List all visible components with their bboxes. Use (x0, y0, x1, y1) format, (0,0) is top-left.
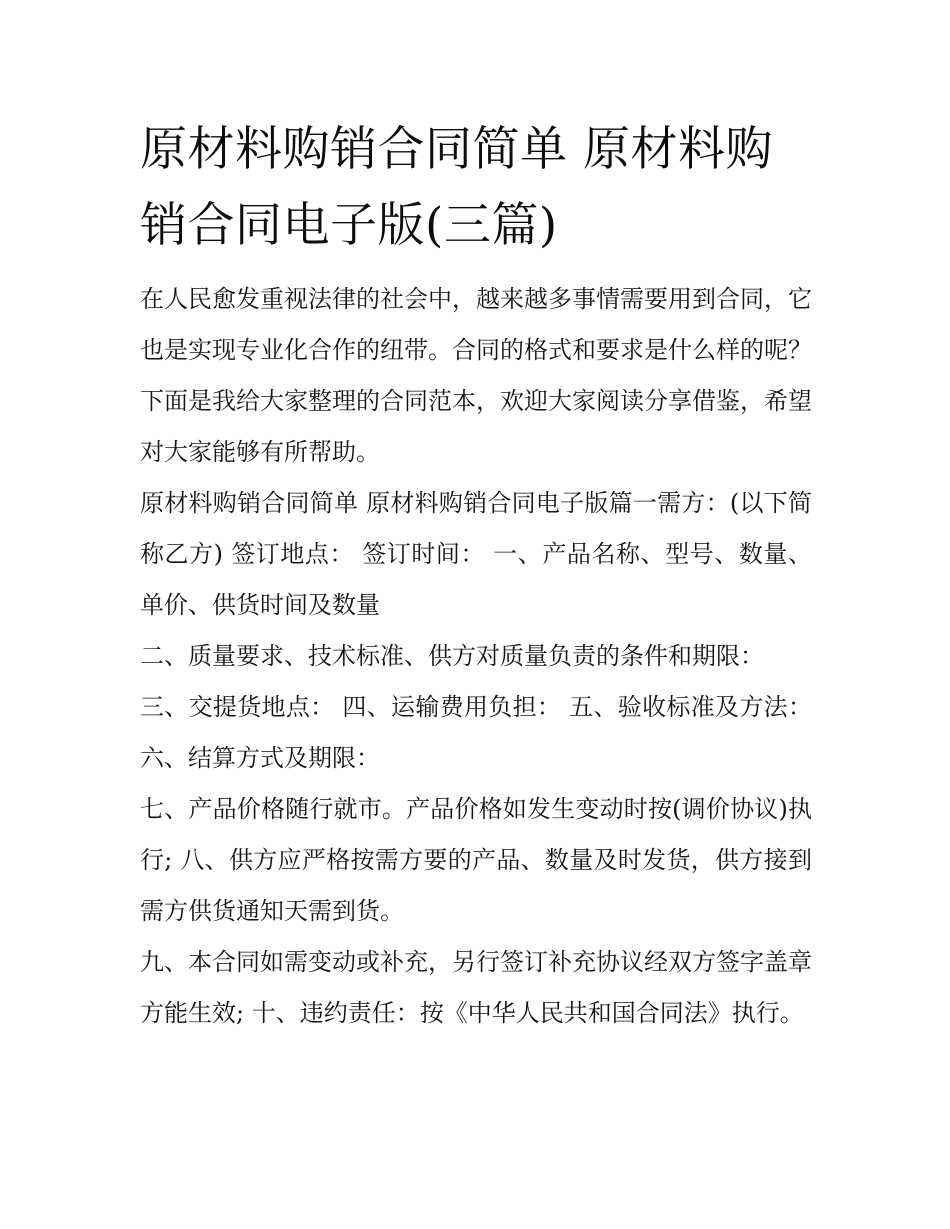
paragraph-delivery: 三、交提货地点： 四、运输费用负担： 五、验收标准及方法： 六、结算方式及期限： (140, 693, 812, 772)
paragraph-quality: 二、质量要求、技术标准、供方对质量负责的条件和期限： (140, 642, 764, 670)
paragraph-intro: 在人民愈发重视法律的社会中，越来越多事情需要用到合同，它也是实现专业化合作的纽带。合同的格式和要求是什么样的呢？下面是我给大家整理的合同范本，欢迎大家阅读分享借鉴，希望对大家能够有所帮助。 (140, 285, 812, 466)
paragraph-contract-header: 原材料购销合同简单 原材料购销合同电子版篇一需方：(以下简称乙方) 签订地点： 签订时间： 一、产品名称、型号、数量、单价、供货时间及数量 (140, 489, 812, 619)
paragraph-amendment: 九、本合同如需变动或补充，另行签订补充协议经双方签字盖章方能生效; 十、违约责任：按《中华人民共和国合同法》执行。 (140, 948, 812, 1027)
document-title: 原材料购销合同简单 原材料购销合同电子版(三篇) (140, 122, 773, 253)
document-body (140, 274, 812, 1039)
paragraph-price: 七、产品价格随行就市。产品价格如发生变动时按(调价协议)执行; 八、供方应严格按需方要的产品、数量及时发货，供方接到需方供货通知天需到货。 (140, 795, 812, 925)
